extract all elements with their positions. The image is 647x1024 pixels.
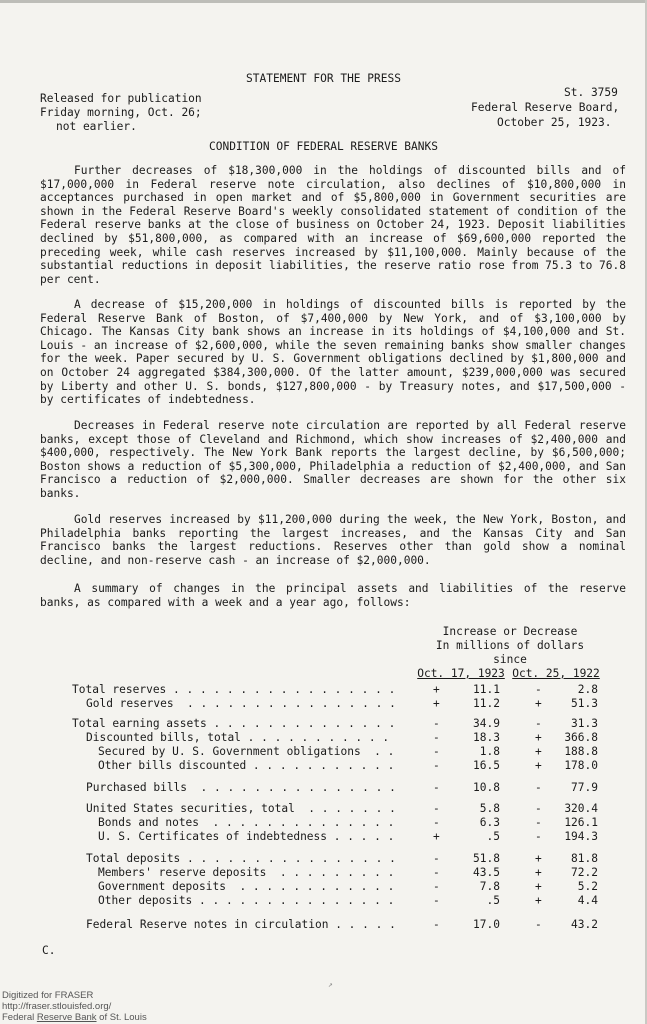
paragraph-5: A summary of changes in the principal assets and liabilities of the reserve banks, as compared with a week and a year ago, follows: xyxy=(40,582,626,609)
table-row: Gold reserves . . . . . . . . . . . . . . . . + 11.2 + 51.3 xyxy=(86,697,598,710)
typist-initial: C. xyxy=(42,944,56,957)
release-line-3: not earlier. xyxy=(56,120,137,133)
table-header-line-2: In millions of dollars xyxy=(435,639,585,652)
table-header-line-1: Increase or Decrease xyxy=(442,625,578,638)
scan-mark-icon: ↗ xyxy=(328,980,333,989)
paragraph-1: Further decreases of $18,300,000 in the holdings of discounted bills and of $17,000,000 in Federal reserve note circulation, also declines of $10,800,000 in acceptances purchased in open market and of $5,800,000 in Government securities are shown in the Federal Reserve Board's weekly consolidated statement of condition of the Federal reserve banks at the close of business on October 24, 1923. Deposit liabilities declined by $51,800,000, as compared with an increase of $69,600,000 reported the preceding week, while cash reserves increased by $11,100,000. Mainly because of the substantial reductions in deposit liabilities, the reserve ratio rose from 75.3 to 76.8 per cent. xyxy=(40,164,626,286)
table-row: Total deposits . . . . . . . . . . . . . . . . - 51.8 + 81.8 xyxy=(86,852,598,865)
paragraph-2: A decrease of $15,200,000 in holdings of discounted bills is reported by the Federal Reserve Bank of Boston, of $7,400,000 by New York, and of $3,100,000 by Chicago. The Kansas City bank shows an increase in its holdings of $4,100,000 and St. Louis - an increase of $2,600,000, while the seven remaining banks show smaller changes for the week. Paper secured by U. S. Government obligations declined by $1,800,000 and on October 24 aggregated $384,300,000. Of the latter amount, $239,000,000 was secured by Liberty and other U. S. bonds, $127,800,000 - by Treasury notes, and $17,500,000 - by certificates of indebtedness. xyxy=(40,298,626,407)
table-row: Members' reserve deposits . . . . . . . . . - 43.5 + 72.2 xyxy=(98,866,598,879)
footer-institution: Federal Reserve Bank of St. Louis xyxy=(2,1012,147,1023)
table-row: Secured by U. S. Government obligations . . - 1.8 + 188.8 xyxy=(98,745,598,758)
table-row: Total earning assets . . . . . . . . . . . . . . - 34.9 - 31.3 xyxy=(72,717,598,730)
column-header-year: Oct. 25, 1922 xyxy=(512,667,600,680)
table-row: Bonds and notes . . . . . . . . . . . . . . - 6.3 - 126.1 xyxy=(98,816,598,829)
release-line-1: Released for publication xyxy=(40,92,202,105)
issuer: Federal Reserve Board, xyxy=(471,101,620,114)
table-row: Purchased bills . . . . . . . . . . . . . . . - 10.8 - 77.9 xyxy=(86,781,598,794)
table-header-line-3: since xyxy=(493,653,527,666)
footer-institution-link[interactable]: Reserve Bank xyxy=(36,1012,97,1023)
release-date: October 25, 1923. xyxy=(497,116,612,129)
table-row: Other bills discounted . . . . . . . . . . . - 16.5 + 178.0 xyxy=(98,759,598,772)
scan-top-edge xyxy=(0,0,647,3)
table-row: Other deposits . . . . . . . . . . . . . . . - .5 + 4.4 xyxy=(98,894,598,907)
table-row: Federal Reserve notes in circulation . . . . . - 17.0 - 43.2 xyxy=(86,918,598,931)
table-row: Total reserves . . . . . . . . . . . . . . . . . + 11.1 - 2.8 xyxy=(72,683,598,696)
column-header-week: Oct. 17, 1923 xyxy=(417,667,505,680)
table-row: United States securities, total . . . . . . . - 5.8 - 320.4 xyxy=(86,802,598,815)
table-row: Discounted bills, total . . . . . . . . . . . - 18.3 + 366.8 xyxy=(86,731,598,744)
table-row: Government deposits . . . . . . . . . . . . - 7.8 + 5.2 xyxy=(98,880,598,893)
footer-fraser: Digitized for FRASER xyxy=(2,990,94,1001)
document-subtitle: CONDITION OF FEDERAL RESERVE BANKS xyxy=(208,140,438,153)
release-line-2: Friday morning, Oct. 26; xyxy=(40,106,202,119)
paragraph-3: Decreases in Federal reserve note circulation are reported by all Federal reserve banks, except those of Cleveland and Richmond, which show increases of $2,400,000 and $400,000, respectively. The New York Bank reports the largest decline, by $6,500,000; Boston shows a reduction of $5,300,000, Philadelphia a reduction of $2,400,000, and San Francisco a reduction of $2,000,000. Smaller decreases are shown for the other six banks. xyxy=(40,419,626,500)
footer-url[interactable]: http://fraser.stlouisfed.org/ xyxy=(2,1001,112,1012)
paragraph-4: Gold reserves increased by $11,200,000 during the week, the New York, Boston, and Philadelphia banks reporting the largest increases, and the Kansas City and San Francisco banks the largest reductions. Reserves other than gold show a nominal decline, and non-reserve cash - an increase of $2,000,000. xyxy=(40,513,626,567)
reference-number: St. 3759 xyxy=(564,86,618,99)
document-title: STATEMENT FOR THE PRESS xyxy=(246,72,401,85)
table-row: U. S. Certificates of indebtedness . . . . . + .5 - 194.3 xyxy=(98,830,598,843)
